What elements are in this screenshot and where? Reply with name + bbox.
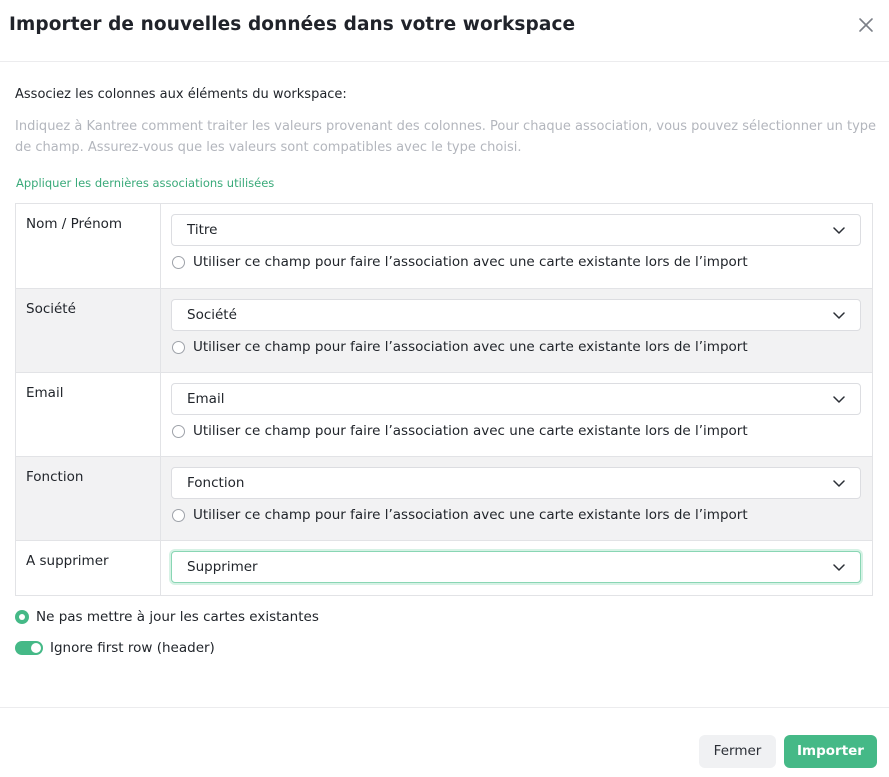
match-option xyxy=(171,254,861,270)
apply-last-associations-link[interactable]: Appliquer les dernières associations utilisées xyxy=(16,176,275,190)
select-value: Société xyxy=(187,307,237,323)
select-value: Titre xyxy=(187,222,218,238)
match-radio[interactable] xyxy=(172,425,185,438)
no-update-label: Ne pas mettre à jour les cartes existantes xyxy=(36,609,319,625)
ignore-header-option xyxy=(15,640,215,656)
section-title: Associez les colonnes aux éléments du workspace: xyxy=(15,87,347,102)
ignore-header-toggle[interactable] xyxy=(15,641,43,655)
column-name: Fonction xyxy=(16,457,161,540)
chevron-down-icon xyxy=(833,478,845,488)
help-text: Indiquez à Kantree comment traiter les valeurs provenant des colonnes. Pour chaque association, vous pouvez sélectionner un type de champ. Assurez-vous que les valeurs sont compatibles avec le type choisi. xyxy=(15,119,877,155)
chevron-down-icon xyxy=(833,562,845,572)
match-label: Utiliser ce champ pour faire l’association avec une carte existante lors de l’import xyxy=(193,507,748,523)
match-label: Utiliser ce champ pour faire l’association avec une carte existante lors de l’import xyxy=(193,254,748,270)
column-name: Nom / Prénom xyxy=(16,204,161,288)
match-option xyxy=(171,423,861,439)
ignore-header-label: Ignore first row (header) xyxy=(50,640,215,656)
match-radio[interactable] xyxy=(172,509,185,522)
dialog-header xyxy=(0,0,889,62)
select-value: Email xyxy=(187,391,225,407)
field-type-select[interactable] xyxy=(171,214,861,246)
match-label: Utiliser ce champ pour faire l’association avec une carte existante lors de l’import xyxy=(193,423,748,439)
column-name: Société xyxy=(16,289,161,372)
field-cell xyxy=(161,289,872,372)
match-option xyxy=(171,507,861,523)
select-value: Fonction xyxy=(187,475,245,491)
match-label: Utiliser ce champ pour faire l’association avec une carte existante lors de l’import xyxy=(193,339,748,355)
close-icon[interactable] xyxy=(857,16,875,34)
field-cell xyxy=(161,541,872,595)
match-option xyxy=(171,339,861,355)
field-type-select[interactable] xyxy=(171,299,861,331)
chevron-down-icon xyxy=(833,225,845,235)
column-name: A supprimer xyxy=(16,541,161,595)
dialog-title: Importer de nouvelles données dans votre workspace xyxy=(9,14,576,35)
chevron-down-icon xyxy=(833,310,845,320)
field-type-select[interactable] xyxy=(171,551,861,583)
select-value: Supprimer xyxy=(187,559,258,575)
match-radio[interactable] xyxy=(172,341,185,354)
field-type-select[interactable] xyxy=(171,467,861,499)
mapping-row xyxy=(16,456,872,540)
import-button[interactable]: Importer xyxy=(784,735,877,768)
dialog-footer xyxy=(0,707,889,777)
field-cell xyxy=(161,373,872,456)
no-update-radio[interactable] xyxy=(15,610,29,624)
chevron-down-icon xyxy=(833,394,845,404)
no-update-option xyxy=(15,609,319,625)
mapping-row xyxy=(16,372,872,456)
field-type-select[interactable] xyxy=(171,383,861,415)
match-radio[interactable] xyxy=(172,256,185,269)
column-name: Email xyxy=(16,373,161,456)
close-button[interactable]: Fermer xyxy=(699,735,776,768)
mapping-row xyxy=(16,288,872,372)
field-cell xyxy=(161,204,872,288)
mapping-row xyxy=(16,204,872,288)
field-cell xyxy=(161,457,872,540)
mapping-row xyxy=(16,540,872,595)
mapping-table xyxy=(15,203,873,596)
